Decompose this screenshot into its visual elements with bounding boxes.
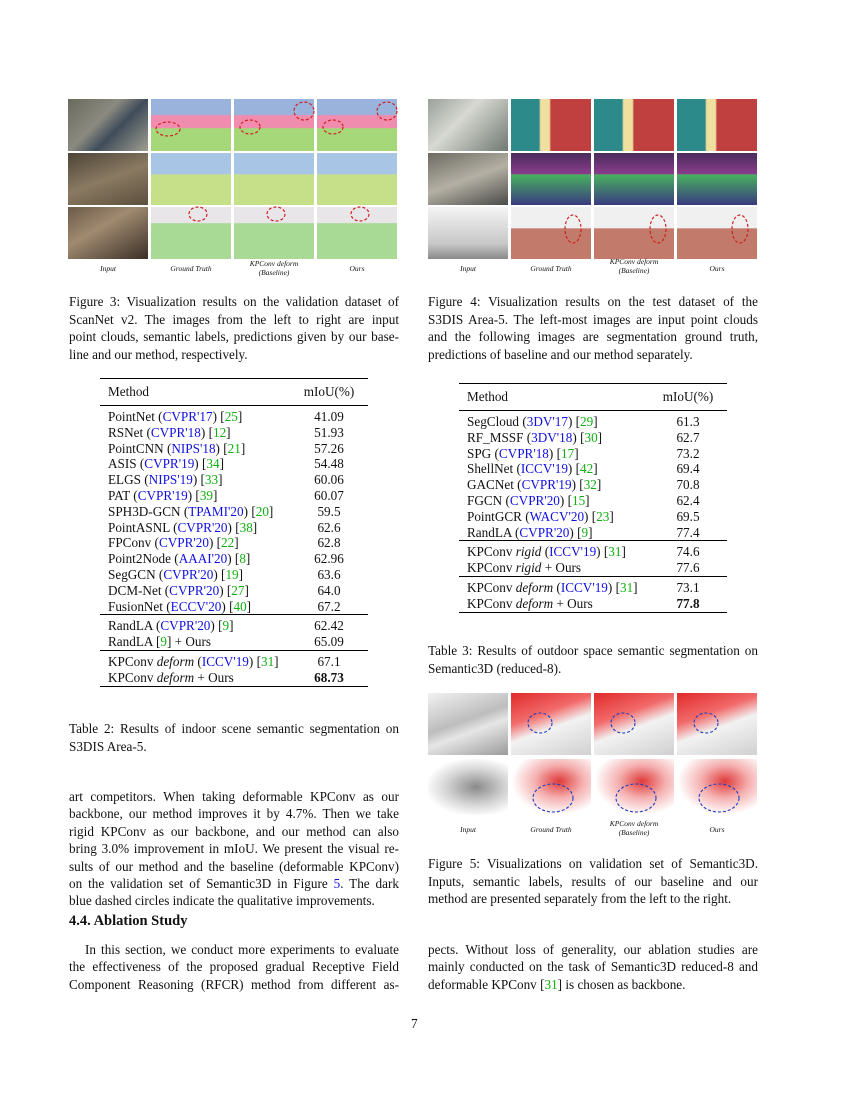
- caption-line: Table 2: Results of indoor scene semantic segmentation on: [69, 721, 399, 736]
- fig4-label-ours: Ours: [709, 264, 725, 273]
- citation-link[interactable]: 31: [260, 653, 275, 669]
- miou-value: 62.6: [317, 519, 341, 535]
- table-3-caption: [428, 642, 758, 677]
- citation-link[interactable]: 30: [584, 429, 598, 445]
- venue-link[interactable]: CVPR'19: [137, 487, 188, 503]
- venue-link[interactable]: CVPR'19: [144, 456, 195, 472]
- table-row: SPH3D-GCN (TPAMI'20) [20] 59.5: [100, 504, 368, 520]
- figure-5-caption: [428, 855, 758, 908]
- table-row: SPG (CVPR'18) [17] 73.2: [459, 446, 727, 462]
- venue-link[interactable]: ICCV'19: [549, 544, 597, 560]
- caption-line: ScanNet v2. The images from the left to right are input: [69, 311, 399, 327]
- caption-line: method are presented separately from the left to the right.: [428, 891, 732, 906]
- table-header: [459, 384, 727, 411]
- miou-value: 41.09: [314, 409, 344, 424]
- citation-link[interactable]: 42: [580, 461, 594, 477]
- table-2-caption: [69, 720, 399, 755]
- fig3-label-ours: Ours: [349, 264, 365, 273]
- venue-link[interactable]: CVPR'18: [150, 424, 201, 440]
- table-2: [100, 378, 368, 687]
- caption-line: Figure 3: Visualization results on the validation dataset of: [69, 294, 399, 309]
- table-row: ASIS (CVPR'19) [34] 54.48: [100, 456, 368, 472]
- miou-value: 59.5: [317, 503, 341, 519]
- miou-value: 64.0: [317, 582, 341, 598]
- miou-value: 69.4: [676, 461, 700, 477]
- venue-link[interactable]: NIPS'18: [171, 440, 216, 456]
- table-row: KPConv deform + Ours 77.8: [459, 596, 727, 612]
- venue-link[interactable]: CVPR'20: [509, 492, 560, 508]
- fig4-highlight-circles: [428, 99, 760, 259]
- fig4-label-baseline: KPConv deform (Baseline): [609, 257, 659, 275]
- venue-link[interactable]: CVPR'20: [169, 582, 220, 598]
- venue-link[interactable]: CVPR'17: [162, 409, 213, 424]
- venue-link[interactable]: TPAMI'20: [188, 503, 244, 519]
- fig5-label-ours: Ours: [709, 825, 725, 834]
- table-row: GACNet (CVPR'19) [32] 70.8: [459, 477, 727, 493]
- figure-ref-link[interactable]: 5: [333, 876, 341, 892]
- caption-line: Figure 4: Visualization results on the test dataset of the: [428, 294, 758, 309]
- miou-value: 62.4: [676, 492, 700, 508]
- citation-link[interactable]: 27: [231, 582, 245, 598]
- table-row: PointCNN (NIPS'18) [21] 57.26: [100, 441, 368, 457]
- miou-value: 69.5: [676, 508, 700, 524]
- fig5-highlight-circles: [428, 693, 760, 818]
- citation-link[interactable]: 23: [596, 508, 610, 524]
- caption-line: Inputs, semantic labels, results of our baseline and our: [428, 873, 758, 889]
- caption-line: Figure 5: Visualizations on validation set of Semantic3D.: [428, 856, 758, 871]
- table-row: RF_MSSF (3DV'18) [30] 62.7: [459, 430, 727, 446]
- table-row: KPConv deform (ICCV'19) [31] 73.1: [459, 576, 727, 595]
- citation-link[interactable]: 17: [561, 445, 575, 461]
- fig5-label-input: Input: [460, 825, 476, 834]
- caption-line: predictions of baseline and our method separately.: [428, 346, 693, 362]
- caption-line: point clouds, semantic labels, predictions given by our base-: [69, 329, 399, 344]
- citation-link[interactable]: 15: [571, 492, 586, 508]
- body-paragraph-3: pects. Without loss of generality, our ablation studies are mainly conducted on the task of Semantic3D reduced-8 and deformable KPConv [31] is chosen as backbone.: [428, 942, 758, 992]
- table-row: KPConv deform + Ours 68.73: [100, 670, 368, 686]
- citation-link[interactable]: 38: [239, 519, 253, 535]
- caption-line: Table 3: Results of outdoor space semantic segmentation on: [428, 643, 758, 658]
- miou-value: 61.3: [676, 414, 700, 429]
- figure-4: [428, 99, 760, 279]
- citation-link[interactable]: 12: [212, 424, 227, 440]
- table-row: FusionNet (ECCV'20) [40] 67.2: [100, 599, 368, 615]
- miou-value: 62.7: [676, 429, 700, 445]
- table-row: Point2Node (AAAI'20) [8] 62.96: [100, 551, 368, 567]
- miou-value: 67.2: [317, 598, 341, 614]
- citation-link[interactable]: 21: [227, 440, 241, 456]
- fig3-label-input: Input: [100, 264, 116, 273]
- caption-line: and the following images are segmentation ground truth,: [428, 329, 758, 344]
- venue-link[interactable]: CVPR'20: [163, 566, 214, 582]
- miou-value: 54.48: [314, 456, 344, 472]
- header-method: Method: [100, 379, 290, 406]
- body-paragraph-2: In this section, we conduct more experiments to evaluate the effectiveness of the proposed gradual Receptive Field Component Reasoning (RFCR) method from different as-: [69, 942, 399, 992]
- venue-link[interactable]: CVPR'20: [160, 618, 211, 634]
- venue-link[interactable]: CVPR'20: [519, 524, 570, 540]
- header-method: Method: [459, 384, 649, 411]
- figure-3-caption: [69, 293, 399, 363]
- table-row: RandLA (CVPR'20) [9] 77.4: [459, 525, 727, 541]
- venue-link[interactable]: CVPR'20: [177, 519, 228, 535]
- table-row: PointGCR (WACV'20) [23] 69.5: [459, 509, 727, 525]
- venue-link[interactable]: ICCV'19: [520, 461, 568, 477]
- miou-value: 51.93: [314, 424, 344, 440]
- miou-value: 60.07: [314, 487, 344, 503]
- table-row: ELGS (NIPS'19) [33] 60.06: [100, 472, 368, 488]
- miou-value: 60.06: [314, 472, 344, 488]
- venue-link[interactable]: CVPR'20: [158, 535, 209, 551]
- header-miou: mIoU(%): [290, 379, 368, 406]
- table-row: SegCloud (3DV'17) [29] 61.3: [459, 411, 727, 430]
- table-row: DCM-Net (CVPR'20) [27] 64.0: [100, 583, 368, 599]
- table-row: RandLA (CVPR'20) [9] 62.42: [100, 615, 368, 634]
- fig3-label-gt: Ground Truth: [170, 264, 212, 273]
- miou-value: 62.96: [314, 551, 344, 567]
- venue-link[interactable]: 3DV'17: [526, 414, 568, 429]
- table-row: KPConv deform (ICCV'19) [31] 67.1: [100, 650, 368, 669]
- table-row: ShellNet (ICCV'19) [42] 69.4: [459, 461, 727, 477]
- miou-value: 62.8: [317, 535, 341, 551]
- fig5-label-baseline: KPConv deform (Baseline): [609, 819, 659, 837]
- table-row: FPConv (CVPR'20) [22] 62.8: [100, 535, 368, 551]
- citation-link[interactable]: 22: [221, 535, 235, 551]
- fig4-label-input: Input: [460, 264, 476, 273]
- citation-link[interactable]: 29: [580, 414, 594, 429]
- citation-link[interactable]: 25: [224, 409, 238, 424]
- citation-link[interactable]: 9: [160, 634, 167, 650]
- venue-link[interactable]: 3DV'18: [531, 429, 573, 445]
- citation-link[interactable]: 40: [233, 598, 247, 614]
- page-number: 7: [411, 1016, 418, 1031]
- citation-link[interactable]: 33: [204, 472, 219, 488]
- citation-link[interactable]: 39: [199, 487, 213, 503]
- miou-value: 57.26: [314, 440, 344, 456]
- table-row: KPConv rigid (ICCV'19) [31] 74.6: [459, 541, 727, 560]
- table-row: PointNet (CVPR'17) [25] 41.09: [100, 406, 368, 425]
- section-heading: 4.4. Ablation Study: [69, 913, 188, 929]
- citation-link[interactable]: 31: [544, 976, 558, 992]
- header-miou: mIoU(%): [649, 384, 727, 411]
- fig3-label-baseline: KPConv deform (Baseline): [249, 259, 299, 277]
- venue-link[interactable]: NIPS'19: [148, 472, 193, 488]
- table-row: RSNet (CVPR'18) [12] 51.93: [100, 425, 368, 441]
- citation-link[interactable]: 8: [239, 551, 246, 567]
- citation-link[interactable]: 32: [583, 477, 597, 493]
- venue-link[interactable]: ICCV'19: [201, 653, 249, 669]
- table-3: [459, 383, 727, 613]
- caption-line: S3DIS Area-5.: [69, 738, 147, 754]
- table-row: FGCN (CVPR'20) [15] 62.4: [459, 493, 727, 509]
- body-paragraph-1: art competitors. When taking deformable KPConv as our backbone, our method improves it by 4.7%. Then we take rigid KPConv as our backbone, and our method can also bring 3.0% improvement in mIoU. We present the visual re- sults of our method and the baseline (deformable KPConv) on the validation set of Semantic3D in Figure 5. The dark blue dashed circles indicate the qualitative improvements.: [69, 789, 399, 909]
- caption-line: S3DIS Area-5. The left-most images are input point clouds: [428, 311, 758, 327]
- figure-4-caption: [428, 293, 758, 363]
- venue-link[interactable]: AAAI'20: [178, 551, 228, 567]
- miou-value: 70.8: [676, 477, 700, 493]
- table-row: KPConv rigid + Ours 77.6: [467, 560, 700, 576]
- venue-link[interactable]: CVPR'19: [521, 477, 572, 493]
- miou-value: 77.4: [676, 524, 700, 540]
- miou-value: 63.6: [317, 566, 341, 582]
- table-header: [100, 379, 368, 406]
- caption-line: line and our method, respectively.: [69, 346, 248, 362]
- citation-link[interactable]: 9: [581, 524, 589, 540]
- citation-link[interactable]: 20: [255, 503, 269, 519]
- citation-link[interactable]: 31: [608, 544, 622, 560]
- figure-5: [428, 693, 760, 838]
- fig4-label-gt: Ground Truth: [530, 264, 572, 273]
- table-row: PointASNL (CVPR'20) [38] 62.6: [100, 520, 368, 536]
- fig5-label-gt: Ground Truth: [530, 825, 572, 834]
- miou-value: 73.2: [676, 445, 700, 461]
- citation-link[interactable]: 34: [206, 456, 220, 472]
- figure-3: [68, 99, 400, 279]
- table-row: RandLA [9] + Ours 65.09: [108, 634, 344, 650]
- citation-link[interactable]: 31: [619, 579, 634, 595]
- venue-link[interactable]: ICCV'19: [560, 579, 608, 595]
- venue-link[interactable]: CVPR'18: [498, 445, 549, 461]
- table-row: SegGCN (CVPR'20) [19] 63.6: [100, 567, 368, 583]
- citation-link[interactable]: 9: [222, 618, 230, 634]
- table-row: PAT (CVPR'19) [39] 60.07: [100, 488, 368, 504]
- caption-line: Semantic3D (reduced-8).: [428, 660, 562, 676]
- citation-link[interactable]: 19: [225, 566, 239, 582]
- fig3-highlight-circles: [68, 99, 400, 259]
- venue-link[interactable]: WACV'20: [529, 508, 585, 524]
- venue-link[interactable]: ECCV'20: [170, 598, 222, 614]
